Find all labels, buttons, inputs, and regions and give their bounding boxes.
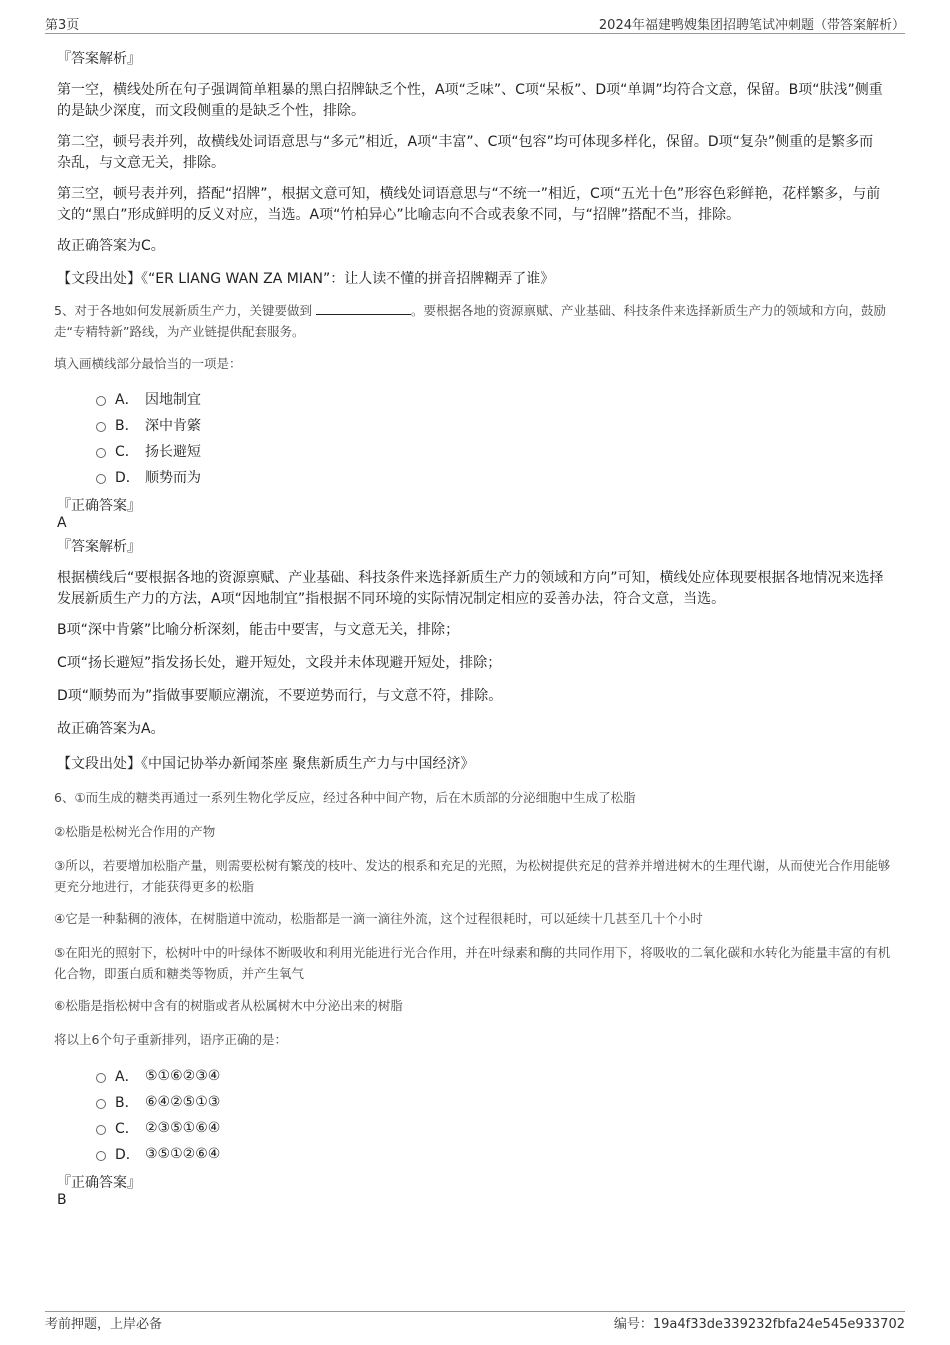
option-a[interactable]	[96, 1066, 220, 1086]
radio-button[interactable]	[96, 422, 106, 432]
question-text: 5、对于各地如何发展新质生产力，关键要做到	[54, 303, 312, 318]
page-number: 第3页	[45, 18, 80, 33]
analysis-paragraph: 根据横线后“要根据各地的资源禀赋、产业基础、科技条件来选择新质生产力的领域和方向”可知，横线处应体现要根据各地情况来选择发展新质生产力的方法，A项“因地制宜”指根据不同环境的实际情况制定相应的妥善办法，符合文意，当选。	[57, 570, 884, 607]
option-text: ⑤①⑥②③④	[145, 1068, 221, 1084]
source-citation: 【文段出处】《“ER LIANG WAN ZA MIAN”：让人读不懂的拼音招牌糊弄了谁》	[57, 271, 555, 287]
correct-answer: B	[57, 1192, 67, 1208]
analysis-paragraph: 第一空，横线处所在句子强调简单粗暴的黑白招牌缺乏个性，A项“乏味”、C项“呆板”、D项“单调”均符合文意，保留。B项“肤浅”侧重的是缺少深度，而文段侧重的是缺乏个性，排除。	[57, 82, 883, 119]
option-key: B．	[115, 418, 139, 434]
question-6-sentence: ⑤在阳光的照射下，松树叶中的叶绿体不断吸收和利用光能进行光合作用，并在叶绿素和酶的共同作用下，将吸收的二氧化碳和水转化为能量丰富的有机化合物，即蛋白质和糖类等物质，并产生氧气	[54, 945, 891, 981]
option-text: 顺势而为	[145, 470, 201, 486]
option-key: C．	[115, 1121, 139, 1137]
source-citation: 【文段出处】《中国记协举办新闻茶座 聚焦新质生产力与中国经济》	[57, 756, 475, 772]
question-6-sentence: 6、①而生成的糖类再通过一系列生物化学反应，经过各种中间产物，后在木质部的分泌细胞中生成了松脂	[54, 790, 636, 805]
option-c[interactable]	[96, 1118, 220, 1138]
analysis-conclusion: 故正确答案为C。	[57, 238, 165, 254]
footer-divider	[45, 1311, 905, 1312]
correct-answer: A	[57, 515, 67, 531]
analysis-conclusion: 故正确答案为A。	[57, 721, 165, 737]
footer-slogan: 考前押题，上岸必备	[45, 1317, 163, 1332]
radio-button[interactable]	[96, 396, 106, 406]
option-key: B．	[115, 1095, 139, 1111]
question-6-sentence: ③所以，若要增加松脂产量，则需要松树有繁茂的枝叶、发达的根系和充足的光照，为松树提供充足的营养并增进树木的生理代谢，从而使光合作用能够更充分地进行，才能获得更多的松脂	[54, 858, 891, 894]
correct-answer-label: 『正确答案』	[57, 1175, 141, 1191]
radio-button[interactable]	[96, 1073, 106, 1083]
analysis-paragraph: 第二空，顿号表并列，故横线处词语意思与“多元”相近，A项“丰富”、C项“包容”均可体现多样化，保留。D项“复杂”侧重的是繁多而杂乱，与文意无关，排除。	[57, 134, 874, 171]
option-text: 因地制宜	[145, 392, 201, 408]
option-key: D．	[115, 470, 140, 486]
radio-button[interactable]	[96, 1151, 106, 1161]
question-text: 。要根据各地的资源禀赋、产业基础、科技条件来选择新质生产力的领域和方向，鼓励走“专精特新”路线，为产业链提供配套服务。	[54, 303, 886, 339]
question-5-prompt: 填入画横线部分最恰当的一项是：	[54, 356, 242, 371]
document-code: 编号：19a4f33de339232fbfa24e545e933702	[613, 1317, 905, 1332]
option-key: A．	[115, 392, 139, 408]
correct-answer-label: 『正确答案』	[57, 498, 141, 514]
option-text: 扬长避短	[145, 444, 201, 460]
option-text: 深中肯綮	[145, 418, 201, 434]
option-b[interactable]	[96, 415, 201, 435]
option-c[interactable]	[96, 441, 201, 461]
radio-button[interactable]	[96, 448, 106, 458]
option-text: ③⑤①②⑥④	[145, 1146, 221, 1162]
option-key: D．	[115, 1147, 140, 1163]
option-d[interactable]	[96, 1144, 220, 1164]
analysis-paragraph: 第三空，顿号表并列，搭配“招牌”，根据文意可知，横线处词语意思与“不统一”相近，C项“五光十色”形容色彩鲜艳，花样繁多，与前文的“黑白”形成鲜明的反义对应，当选。A项“竹柏异心”比喻志向不合或表象不同，与“招牌”搭配不当，排除。	[57, 186, 881, 223]
option-d[interactable]	[96, 467, 201, 487]
question-6-sentence: ②松脂是松树光合作用的产物	[54, 824, 216, 839]
question-6-prompt: 将以上6个句子重新排列，语序正确的是：	[54, 1032, 287, 1047]
analysis-paragraph: B项“深中肯綮”比喻分析深刻，能击中要害，与文意无关，排除；	[57, 622, 460, 638]
option-a[interactable]	[96, 389, 201, 409]
document-title: 2024年福建鸭嫂集团招聘笔试冲刺题（带答案解析）	[598, 18, 905, 33]
option-text: ⑥④②⑤①③	[145, 1094, 221, 1110]
fill-blank	[316, 302, 411, 315]
option-b[interactable]	[96, 1092, 220, 1112]
radio-button[interactable]	[96, 474, 106, 484]
option-key: C．	[115, 444, 139, 460]
question-5-stem	[54, 300, 892, 342]
analysis-label: 『答案解析』	[57, 51, 141, 67]
option-key: A．	[115, 1069, 139, 1085]
question-6-sentence: ④它是一种黏稠的液体，在树脂道中流动，松脂都是一滴一滴往外流，这个过程很耗时，可以延续十几甚至几十个小时	[54, 911, 703, 926]
radio-button[interactable]	[96, 1125, 106, 1135]
analysis-paragraph: D项“顺势而为”指做事要顺应潮流，不要逆势而行，与文意不符，排除。	[57, 688, 503, 704]
radio-button[interactable]	[96, 1099, 106, 1109]
analysis-label: 『答案解析』	[57, 539, 141, 555]
question-6-sentence: ⑥松脂是指松树中含有的树脂或者从松属树木中分泌出来的树脂	[54, 998, 403, 1013]
option-text: ②③⑤①⑥④	[145, 1120, 221, 1136]
header-divider	[45, 33, 905, 34]
analysis-paragraph: C项“扬长避短”指发扬长处，避开短处，文段并未体现避开短处，排除；	[57, 655, 502, 671]
